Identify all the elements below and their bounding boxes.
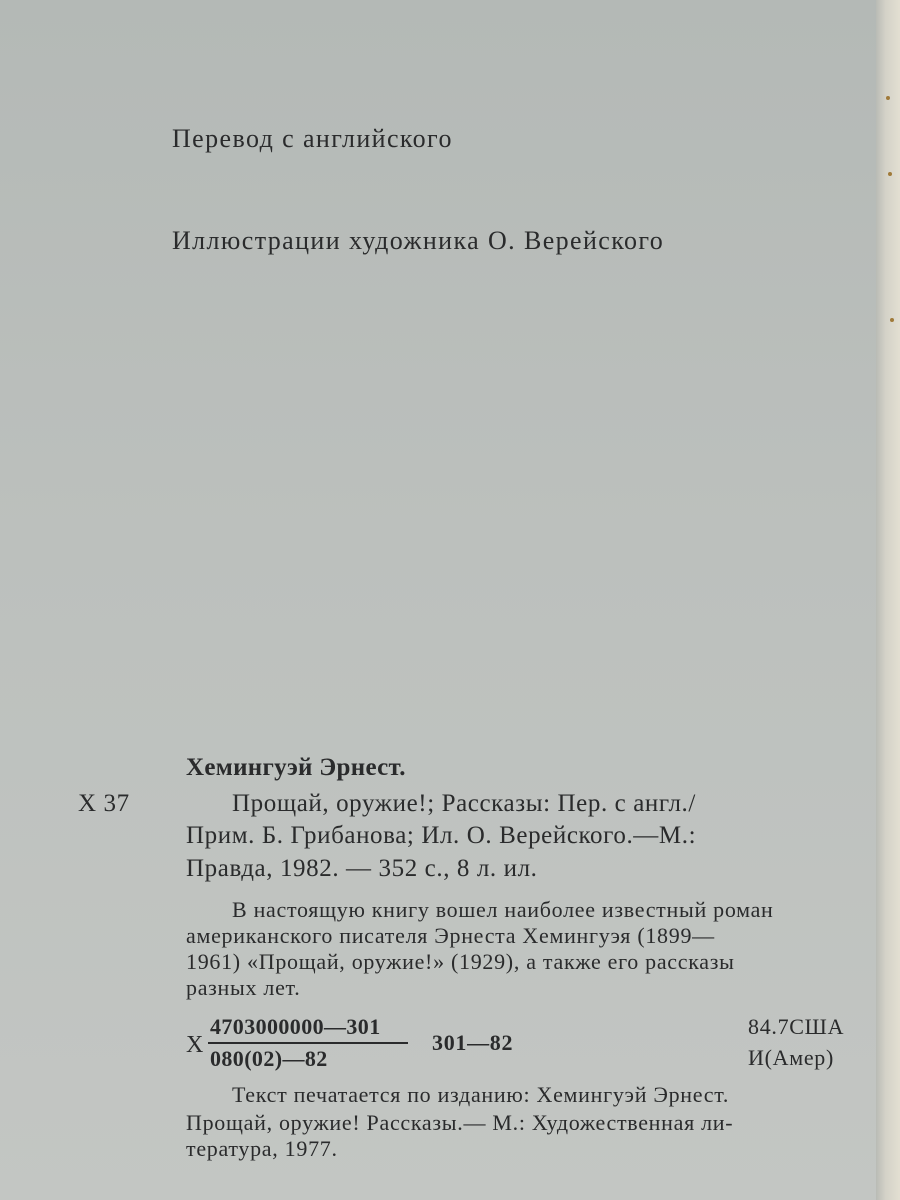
source-line-3: тература, 1977. — [186, 1136, 338, 1161]
page-edge — [876, 0, 900, 1200]
formula-denominator: 080(02)—82 — [210, 1046, 328, 1071]
entry-line-2: Прим. Б. Грибанова; Ил. О. Верейского.—М.: — [186, 822, 697, 849]
fraction-bar — [208, 1042, 408, 1044]
order-number: 301—82 — [432, 1030, 514, 1055]
annotation-line-1: В настоящую книгу вошел наиболее известный роман — [232, 897, 774, 922]
translation-credit: Перевод с английского — [172, 124, 453, 153]
formula-prefix: Х — [186, 1032, 204, 1058]
catalog-formula — [186, 1014, 416, 1078]
entry-line-1: Прощай, оружие!; Рассказы: Пер. с англ./ — [232, 790, 696, 817]
annotation-line-4: разных лет. — [186, 975, 301, 1000]
formula-numerator: 4703000000—301 — [210, 1014, 381, 1039]
entry-line-3: Правда, 1982. — 352 с., 8 л. ил. — [186, 855, 538, 882]
bbk-code: 84.7США — [748, 1014, 845, 1039]
paper-spot — [886, 96, 890, 100]
illustrations-credit: Иллюстрации художника О. Верейского — [172, 226, 665, 255]
source-line-1: Текст печатается по изданию: Хемингуэй Эрнест. — [232, 1082, 730, 1107]
paper-spot — [890, 318, 894, 322]
paper-spot — [888, 172, 892, 176]
annotation-line-2: американского писателя Эрнеста Хемингуэя (1899— — [186, 923, 715, 948]
source-line-2: Прощай, оружие! Рассказы.— М.: Художественная ли- — [186, 1110, 734, 1135]
annotation-line-3: 1961) «Прощай, оружие!» (1929), а также его рассказы — [186, 949, 735, 974]
author-heading: Хемингуэй Эрнест. — [186, 754, 406, 781]
udc-code: И(Амер) — [748, 1045, 835, 1070]
index-code: Х 37 — [78, 790, 130, 817]
